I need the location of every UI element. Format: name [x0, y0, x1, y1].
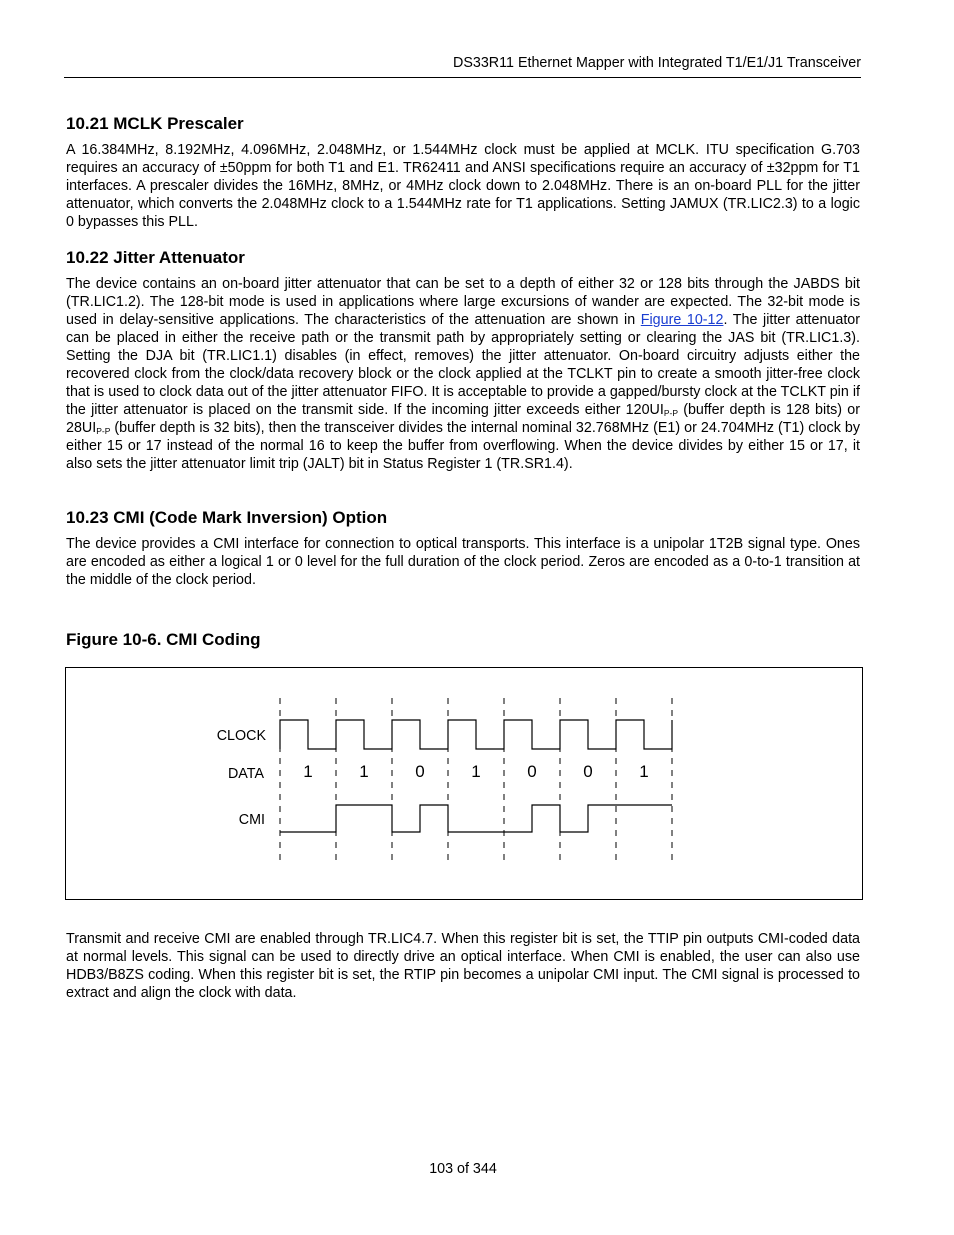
cmi-coding-figure [65, 667, 863, 900]
section-heading: 10.22 Jitter Attenuator [66, 248, 245, 267]
body-text: (buffer depth is 32 bits), then the transceiver divides the internal nominal 32.768MHz (E1) or 24.704MHz (T1) clock by either 15 or 17 instead of the normal 16 to keep the buffer from overflowing. When the device divides by either 15 or 17, it also sets the jitter attenuator limit trip (JALT) bit in Status Register 1 (TR.SR1.4). [66, 420, 860, 472]
section-body [66, 275, 860, 473]
cmi-label: CMI [238, 812, 265, 828]
body-text: . The jitter attenuator can be placed in either the receive path or the transmit path by appropriately setting or clearing the JAS bit (TR.LIC1.3). Setting the DJA bit (TR.LIC1.1) disables (in effect, removes) the jitter attenuator. On-board circuitry adjusts either the recovered clock from the clock/data recovery block or the clock applied at the TCLKT pin to create a smooth jitter-free clock that is used to clock data out of the jitter attenuator FIFO. It is acceptable to provide a gapped/bursty clock at the TCLKT pin if the jitter attenuator is placed on the transmit side. If the incoming jitter exceeds either 120UI [66, 312, 861, 418]
data-bit-0: 1 [303, 762, 313, 781]
page-header: DS33R11 Ethernet Mapper with Integrated T1/E1/J1 Transceiver [453, 55, 861, 71]
section-body: The device provides a CMI interface for connection to optical transports. This interface is a unipolar 1T2B signal type. Ones are encoded as either a logical 1 or 0 level for the full duration of the clock period. Zeros are encoded as a 0-to-1 transition at the middle of the clock period. [66, 536, 860, 588]
cmi-waveform [280, 805, 672, 832]
data-bit-2: 0 [415, 762, 425, 781]
subscript-p-p: P-P [663, 408, 679, 418]
data-bit-3: 1 [471, 762, 481, 781]
data-bit-4: 0 [527, 762, 537, 781]
section-body: A 16.384MHz, 8.192MHz, 4.096MHz, 2.048MHz, or 1.544MHz clock must be applied at MCLK. ITU specification G.703 requires an accuracy of ±50ppm for both T1 and E1. TR62411 and ANSI specifications require an accuracy of ±32ppm for T1 interfaces. A prescaler divides the 16MHz, 8MHz, or 4MHz clock down to 2.048MHz. There is an on-board PLL for the jitter attenuator, which converts the 2.048MHz clock to a 1.544MHz rate for T1 applications. Setting JAMUX (TR.LIC2.3) to a logic 0 bypasses this PLL. [66, 142, 860, 230]
section-heading: 10.21 MCLK Prescaler [66, 114, 244, 133]
data-label: DATA [227, 766, 264, 782]
section-heading: 10.23 CMI (Code Mark Inversion) Option [66, 508, 388, 527]
data-bit-1: 1 [359, 762, 369, 781]
clock-waveform [280, 720, 672, 749]
section-mclk-prescaler [66, 114, 860, 231]
body-text: The device contains an on-board jitter attenuator that can be set to a depth of either 32 or 128 bits through the JABDS bit (TR.LIC1.2). The 128-bit mode is used in applications where large excursions of wander are expected. The 32-bit mode is used in delay-sensitive applications. The characteristics of the attenuation are shown in [66, 276, 860, 328]
page-number: 103 of 344 [429, 1161, 497, 1177]
figure-title: Figure 10-6. CMI Coding [66, 630, 261, 649]
section-jitter-attenuator [66, 248, 860, 473]
clock-label: CLOCK [216, 728, 266, 744]
cmi-enable-paragraph: Transmit and receive CMI are enabled through TR.LIC4.7. When this register bit is set, the TTIP pin outputs CMI-coded data at normal levels. This signal can be used to directly drive an optical interface. When CMI is enabled, the user can also use HDB3/B8ZS coding. When this register bit is set, the RTIP pin becomes a unipolar CMI input. The CMI signal is processed to extract and align the clock with data. [66, 931, 860, 1001]
header-rule [64, 77, 861, 78]
body-text: (buffer depth is 128 bits) or 28UI [66, 402, 860, 436]
figure-10-12-link[interactable]: Figure 10-12 [640, 312, 724, 328]
section-cmi-option [66, 508, 860, 589]
subscript-p-p: P-P [96, 426, 111, 436]
cmi-timing-diagram [66, 668, 864, 901]
data-bit-5: 0 [583, 762, 593, 781]
data-bit-6: 1 [639, 762, 649, 781]
